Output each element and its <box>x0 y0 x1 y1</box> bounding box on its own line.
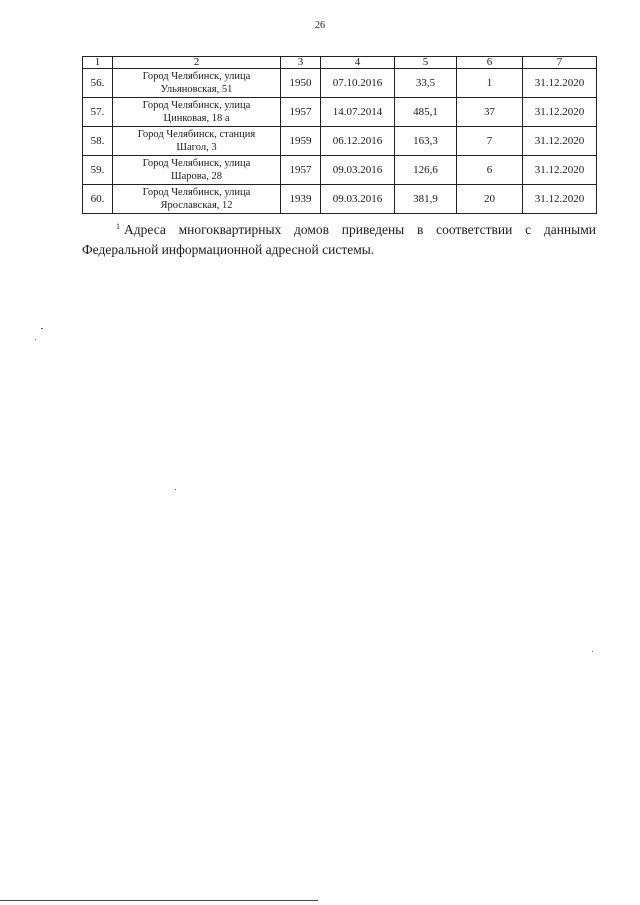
footnote-marker: 1 <box>116 222 120 231</box>
scan-speck <box>175 489 176 490</box>
count-cell: 20 <box>457 185 523 214</box>
scan-speck <box>41 328 43 329</box>
address-cell <box>113 185 281 214</box>
address-line: Ульяновская, 51 <box>160 84 233 95</box>
table-row <box>83 185 597 214</box>
address-line: Цинковая, 18 а <box>163 113 230 124</box>
column-header: 4 <box>321 57 395 69</box>
address-line: Ярославская, 12 <box>160 200 233 211</box>
address-line: Шагол, 3 <box>176 142 217 153</box>
row-number: 58. <box>83 127 113 156</box>
deadline-cell: 31.12.2020 <box>523 127 597 156</box>
address-line: Город Челябинск, улица <box>142 158 251 169</box>
date-cell: 06.12.2016 <box>321 127 395 156</box>
row-number: 59. <box>83 156 113 185</box>
area-cell: 33,5 <box>395 69 457 98</box>
address-line: Город Челябинск, станция <box>137 129 256 140</box>
year-cell: 1957 <box>281 98 321 127</box>
column-header: 3 <box>281 57 321 69</box>
year-cell: 1959 <box>281 127 321 156</box>
table-row <box>83 69 597 98</box>
scan-speck <box>592 651 593 652</box>
address-line: Город Челябинск, улица <box>142 100 251 111</box>
date-cell: 09.03.2016 <box>321 185 395 214</box>
column-header: 1 <box>83 57 113 69</box>
footnote-line: Федеральной информационной адресной системы. <box>82 242 375 257</box>
address-cell <box>113 156 281 185</box>
year-cell: 1957 <box>281 156 321 185</box>
row-number: 60. <box>83 185 113 214</box>
area-cell: 485,1 <box>395 98 457 127</box>
area-cell: 381,9 <box>395 185 457 214</box>
count-cell: 37 <box>457 98 523 127</box>
footnote-line <box>82 217 596 240</box>
address-line: Шарова, 28 <box>171 171 222 182</box>
bottom-rule <box>0 900 318 901</box>
deadline-cell: 31.12.2020 <box>523 69 597 98</box>
date-cell: 09.03.2016 <box>321 156 395 185</box>
address-cell <box>113 69 281 98</box>
year-cell: 1939 <box>281 185 321 214</box>
address-line: Город Челябинск, улица <box>142 71 251 82</box>
row-number: 57. <box>83 98 113 127</box>
address-cell <box>113 127 281 156</box>
column-header: 2 <box>113 57 281 69</box>
row-number: 56. <box>83 69 113 98</box>
count-cell: 1 <box>457 69 523 98</box>
address-line: Город Челябинск, улица <box>142 187 251 198</box>
footnote-text: Адреса многоквартирных домов приведены в соответствии с данными <box>124 222 596 237</box>
table-row <box>83 98 597 127</box>
year-cell: 1950 <box>281 69 321 98</box>
date-cell: 14.07.2014 <box>321 98 395 127</box>
deadline-cell: 31.12.2020 <box>523 185 597 214</box>
scan-speck <box>35 339 36 340</box>
table-header-row <box>83 57 597 69</box>
table-row <box>83 127 597 156</box>
page-number: 26 <box>315 20 325 31</box>
footnote <box>82 217 596 260</box>
count-cell: 6 <box>457 156 523 185</box>
column-header: 5 <box>395 57 457 69</box>
table-row <box>83 156 597 185</box>
count-cell: 7 <box>457 127 523 156</box>
deadline-cell: 31.12.2020 <box>523 156 597 185</box>
area-cell: 163,3 <box>395 127 457 156</box>
date-cell: 07.10.2016 <box>321 69 395 98</box>
column-header: 6 <box>457 57 523 69</box>
housing-table <box>82 56 597 214</box>
address-cell <box>113 98 281 127</box>
deadline-cell: 31.12.2020 <box>523 98 597 127</box>
column-header: 7 <box>523 57 597 69</box>
area-cell: 126,6 <box>395 156 457 185</box>
